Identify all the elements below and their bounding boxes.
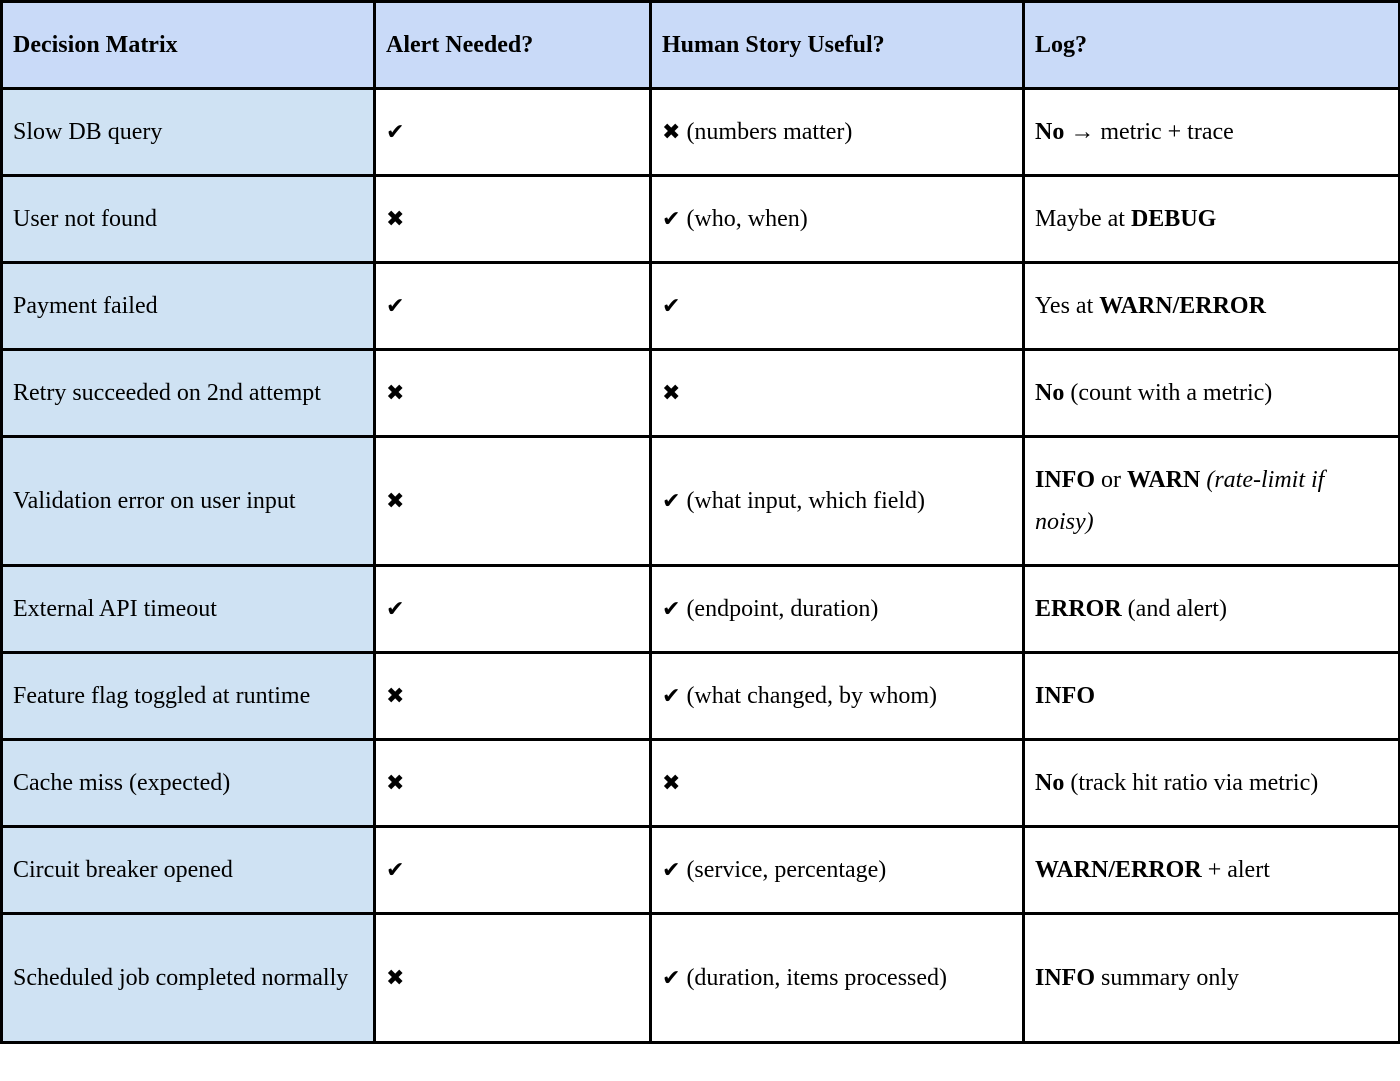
row-event-label: Payment failed — [2, 263, 375, 350]
log-level: WARN/ERROR — [1099, 293, 1266, 319]
log-text: summary only — [1095, 965, 1239, 991]
log-cell — [1024, 437, 1400, 566]
row-event-label: Feature flag toggled at runtime — [2, 653, 375, 740]
log-level: WARN/ERROR — [1035, 857, 1202, 883]
table-row — [2, 740, 1400, 827]
story-note: (service, percentage) — [686, 856, 887, 883]
human-story-cell — [651, 350, 1024, 437]
log-level: No — [1035, 770, 1065, 796]
check-icon: ✔ — [662, 488, 681, 514]
log-cell — [1024, 827, 1400, 914]
check-icon: ✔ — [386, 119, 405, 145]
cross-icon: ✖ — [386, 965, 405, 991]
cross-icon: ✖ — [386, 380, 405, 406]
table-row — [2, 350, 1400, 437]
log-level: No — [1035, 119, 1065, 145]
alert-needed-cell — [375, 914, 651, 1043]
check-icon: ✔ — [662, 206, 681, 232]
cross-icon: ✖ — [386, 206, 405, 232]
check-icon: ✔ — [386, 596, 405, 622]
alert-needed-cell — [375, 176, 651, 263]
alert-needed-cell — [375, 89, 651, 176]
log-cell — [1024, 653, 1400, 740]
alert-needed-cell — [375, 740, 651, 827]
row-event-label: Cache miss (expected) — [2, 740, 375, 827]
cross-icon: ✖ — [386, 770, 405, 796]
human-story-cell — [651, 827, 1024, 914]
human-story-cell — [651, 740, 1024, 827]
human-story-cell — [651, 89, 1024, 176]
log-cell — [1024, 350, 1400, 437]
human-story-cell — [651, 263, 1024, 350]
log-text: → metric + trace — [1064, 119, 1234, 145]
log-cell — [1024, 566, 1400, 653]
log-level: INFO — [1035, 467, 1095, 493]
cross-icon: ✖ — [662, 119, 681, 145]
log-text: Maybe at — [1035, 206, 1131, 232]
check-icon: ✔ — [386, 857, 405, 883]
table-row — [2, 176, 1400, 263]
story-note: (what input, which field) — [686, 487, 926, 514]
row-event-label: Validation error on user input — [2, 437, 375, 566]
alert-needed-cell — [375, 566, 651, 653]
log-text: or — [1095, 467, 1127, 493]
row-event-label: User not found — [2, 176, 375, 263]
alert-needed-cell — [375, 653, 651, 740]
row-event-label: Scheduled job completed normally — [2, 914, 375, 1043]
log-text: + alert — [1201, 857, 1270, 883]
header-alert-needed: Alert Needed? — [375, 2, 651, 89]
check-icon: ✔ — [386, 293, 405, 319]
cross-icon: ✖ — [662, 770, 681, 796]
table-row — [2, 89, 1400, 176]
human-story-cell — [651, 653, 1024, 740]
log-level: ERROR — [1035, 596, 1122, 622]
table-row — [2, 437, 1400, 566]
human-story-cell — [651, 437, 1024, 566]
check-icon: ✔ — [662, 857, 681, 883]
log-text: (rate-limit if noisy) — [1035, 467, 1325, 535]
log-text: (and alert) — [1121, 596, 1227, 622]
alert-needed-cell — [375, 827, 651, 914]
header-decision-matrix: Decision Matrix — [2, 2, 375, 89]
log-level: INFO — [1035, 965, 1095, 991]
alert-needed-cell — [375, 437, 651, 566]
cross-icon: ✖ — [662, 380, 681, 406]
header-log: Log? — [1024, 2, 1400, 89]
log-level: DEBUG — [1130, 206, 1217, 232]
check-icon: ✔ — [662, 965, 681, 991]
story-note: (numbers matter) — [686, 118, 853, 145]
story-note: (endpoint, duration) — [686, 595, 879, 622]
table-row — [2, 827, 1400, 914]
row-event-label: External API timeout — [2, 566, 375, 653]
table-row — [2, 653, 1400, 740]
log-text: (count with a metric) — [1064, 380, 1273, 406]
log-cell — [1024, 263, 1400, 350]
log-cell — [1024, 914, 1400, 1043]
log-level: INFO — [1035, 683, 1095, 709]
human-story-cell — [651, 566, 1024, 653]
log-cell — [1024, 740, 1400, 827]
story-note: (duration, items processed) — [686, 964, 948, 991]
alert-needed-cell — [375, 350, 651, 437]
check-icon: ✔ — [662, 683, 681, 709]
matrix-body — [2, 89, 1400, 1043]
log-level: WARN — [1127, 467, 1201, 493]
log-text: Yes at — [1035, 293, 1100, 319]
cross-icon: ✖ — [386, 488, 405, 514]
cross-icon: ✖ — [386, 683, 405, 709]
human-story-cell — [651, 914, 1024, 1043]
header-row — [2, 2, 1400, 89]
alert-needed-cell — [375, 263, 651, 350]
table-row — [2, 566, 1400, 653]
header-human-story-useful: Human Story Useful? — [651, 2, 1024, 89]
story-note: (what changed, by whom) — [686, 682, 938, 709]
human-story-cell — [651, 176, 1024, 263]
log-level: No — [1035, 380, 1065, 406]
row-event-label: Slow DB query — [2, 89, 375, 176]
table-row — [2, 914, 1400, 1043]
table-row — [2, 263, 1400, 350]
row-event-label: Retry succeeded on 2nd attempt — [2, 350, 375, 437]
story-note: (who, when) — [686, 205, 808, 232]
row-event-label: Circuit breaker opened — [2, 827, 375, 914]
log-cell — [1024, 89, 1400, 176]
log-text: (track hit ratio via metric) — [1064, 770, 1319, 796]
check-icon: ✔ — [662, 293, 681, 319]
check-icon: ✔ — [662, 596, 681, 622]
log-cell — [1024, 176, 1400, 263]
